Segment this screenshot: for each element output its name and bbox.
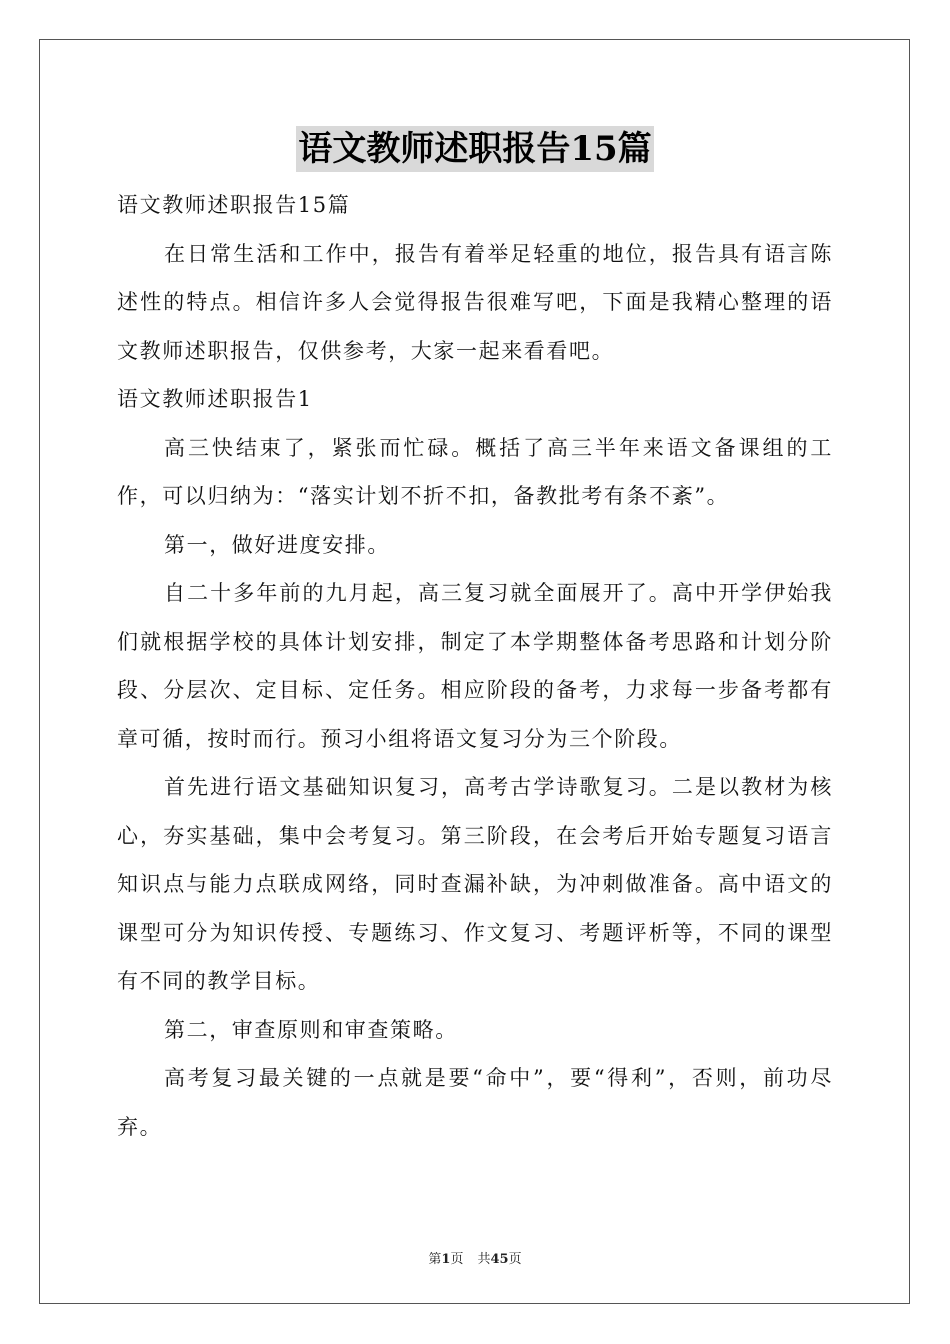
paragraph-intro: 在日常生活和工作中，报告有着举足轻重的地位，报告具有语言陈述性的特点。相信许多人会觉得报告很难写吧，下面是我精心整理的语文教师述职报告，仅供参考，大家一起来看看吧。 (117, 241, 833, 363)
paragraph-summary: 高三快结束了，紧张而忙碌。概括了高三半年来语文备课组的工作，可以归纳为：“落实计划不折不扣，备教批考有条不紊”。 (117, 435, 833, 508)
document-body (117, 181, 833, 1151)
footer-page-current: 1 (441, 1252, 451, 1267)
document-title: 语文教师述职报告15篇 (296, 126, 653, 172)
footer-page-total: 45 (490, 1252, 509, 1267)
subtitle-line: 语文教师述职报告15篇 (117, 193, 351, 217)
title-container (0, 126, 950, 172)
paragraph-key-point: 高考复习最关键的一点就是要“命中”，要“得利”，否则，前功尽弃。 (117, 1066, 833, 1139)
paragraph-schedule: 自二十多年前的九月起，高三复习就全面展开了。高中开学伊始我们就根据学校的具体计划安排，制定了本学期整体备考思路和计划分阶段、分层次、定目标、定任务。相应阶段的备考，力求每一步备考都有章可循，按时而行。预习小组将语文复习分为三个阶段。 (117, 581, 833, 751)
paragraph-point-1: 第一，做好进度安排。 (164, 532, 390, 557)
paragraph-point-2: 第二，审查原则和审查策略。 (164, 1017, 458, 1042)
section-heading-1: 语文教师述职报告1 (117, 387, 313, 411)
footer-total-suffix: 页 (508, 1252, 522, 1267)
footer-total-prefix: 共 (477, 1252, 491, 1267)
footer-page-prefix: 第 (428, 1252, 442, 1267)
footer-page-suffix: 页 (450, 1252, 464, 1267)
paragraph-stages: 首先进行语文基础知识复习，高考古学诗歌复习。二是以教材为核心，夯实基础，集中会考复习。第三阶段，在会考后开始专题复习语言知识点与能力点联成网络，同时查漏补缺，为冲刺做准备。高中语文的课型可分为知识传授、专题练习、作文复习、考题评析等，不同的课型有不同的教学目标。 (117, 775, 833, 993)
page-footer (0, 1248, 950, 1267)
